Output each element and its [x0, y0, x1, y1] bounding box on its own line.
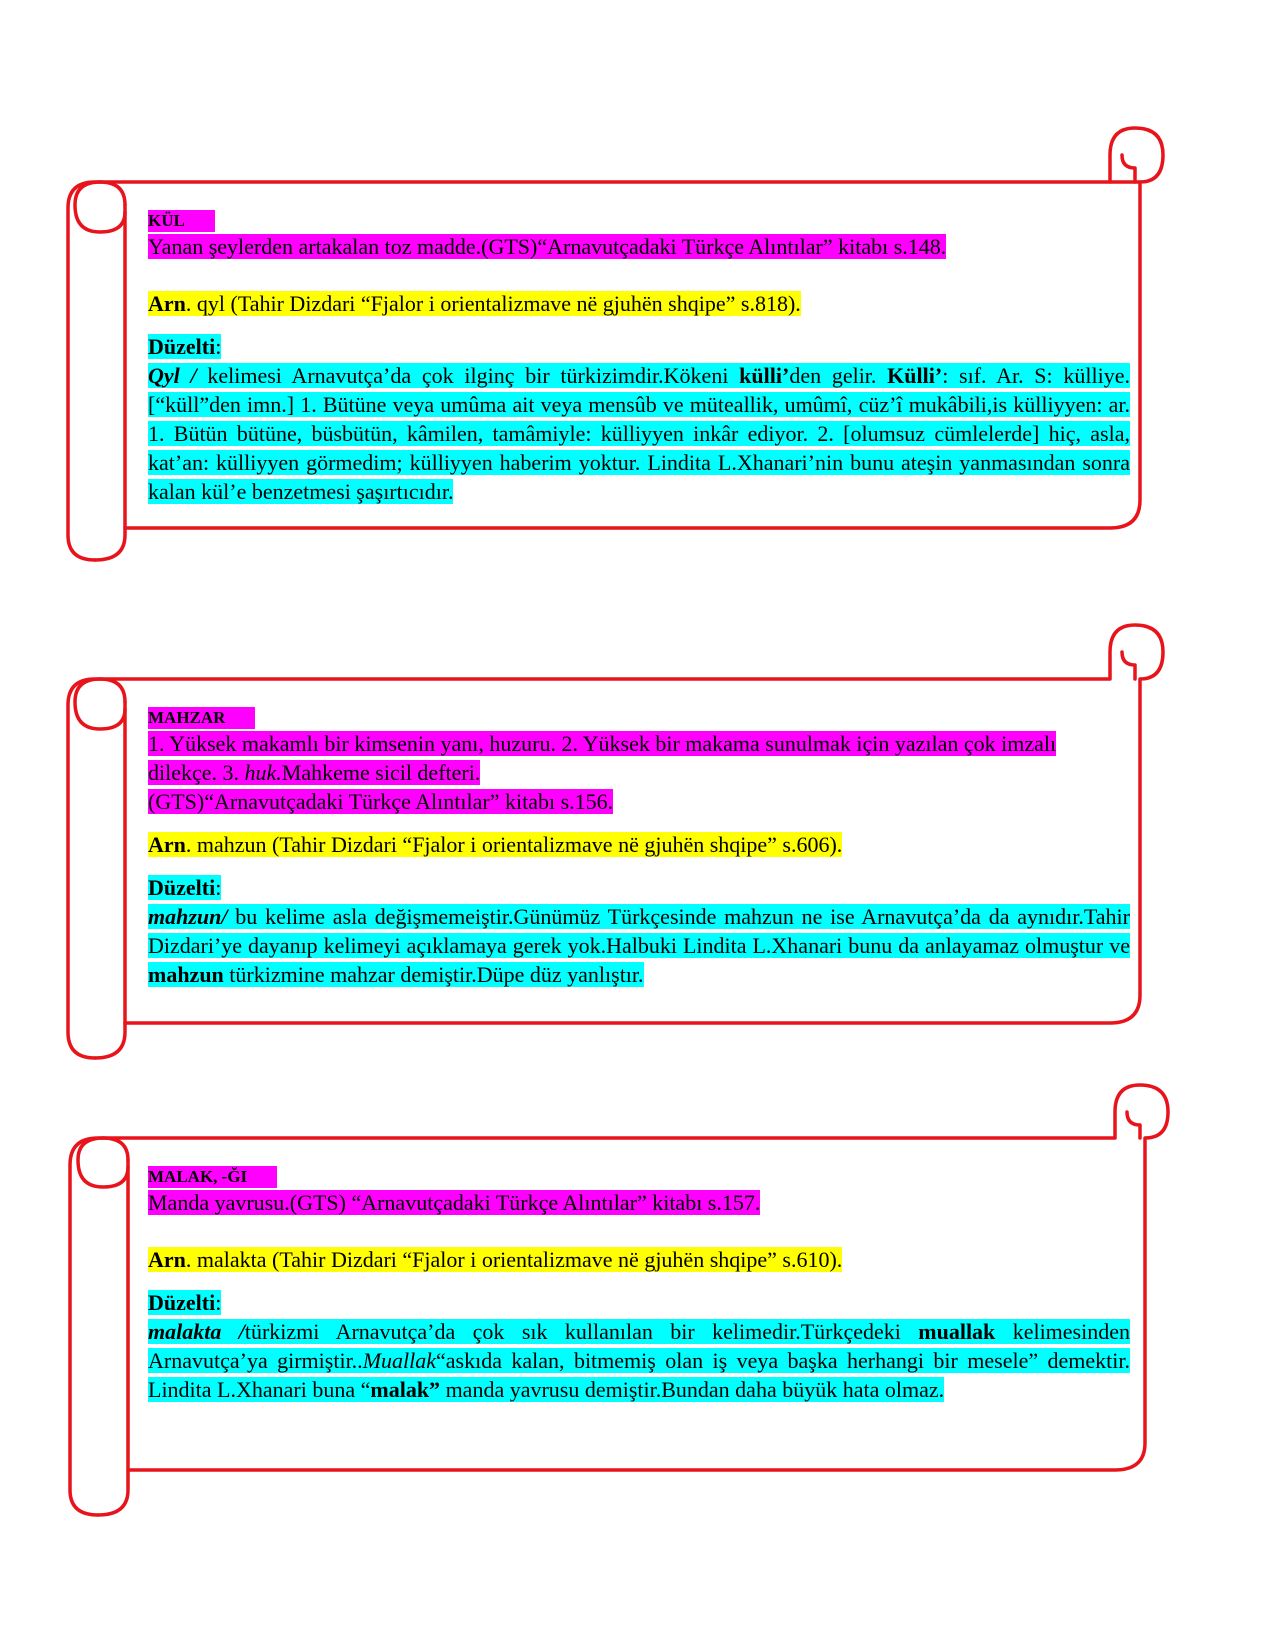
entry-mahzar: [148, 707, 1130, 989]
duzelti-italic: Muallak: [362, 1348, 437, 1373]
duzelti-part: : sıf. Ar. S: külliye. [“küll”den imn.] 1. Bütüne veya umûma ait veya mensûb ve müteallik, umûmî, cüz’î mukâbili,is külliyyen: ar. 1. Bütün bütüne, büsbütün, kâmilen, tamâmiyle: külliyyen inkâr ediyor. 2. [olumsuz cümlelerde] hiç, asla, kat’an: külliyyen görmedim; külliyyen haberim yoktur. Lindita L.Xhanari’nin bunu ateşin yanmasından sonra kalan kül’e benzetmesi şaşırtıcıdır.: [148, 363, 1130, 504]
definition-part: 1. Yüksek makamlı bir kimsenin yanı, huzuru. 2. Yüksek bir makama sunulmak için yazılan çok imzalı dilekçe. 3.: [148, 731, 1057, 785]
duzelti-colon: :: [215, 875, 222, 900]
duzelti-bold: Külli’: [887, 363, 943, 388]
duzelti-colon: :: [215, 334, 222, 359]
duzelti-part: “askıda kalan, bitmemiş olan iş veya başka herhangi bir mesele” demektir. Lindita L.Xhanari buna “: [148, 1348, 1130, 1402]
entry-definition: Manda yavrusu.(GTS) “Arnavutçadaki Türkçe Alıntılar” kitabı s.157.: [148, 1190, 761, 1215]
duzelti-part: manda yavrusu demiştir.Bundan daha büyük hata olmaz.: [440, 1377, 945, 1402]
entry-kul: [148, 210, 1130, 506]
duzelti-heading: [148, 1290, 221, 1315]
duzelti-text: [148, 1317, 1130, 1404]
duzelti-term: Qyl /: [148, 363, 197, 388]
arn-label: Arn: [148, 832, 186, 857]
arn-label: Arn: [148, 1247, 186, 1272]
entry-definition: Yanan şeylerden artakalan toz madde.(GTS)“Arnavutçadaki Türkçe Alıntılar” kitabı s.148.: [148, 234, 947, 259]
duzelti-label: Düzelti: [148, 334, 216, 359]
arn-text: . malakta (Tahir Dizdari “Fjalor i orientalizmave në gjuhën shqipe” s.610).: [185, 1247, 843, 1272]
entry-source: [148, 1247, 842, 1272]
duzelti-label: Düzelti: [148, 1290, 216, 1315]
definition-source: (GTS)“Arnavutçadaki Türkçe Alıntılar” kitabı s.156.: [148, 789, 614, 814]
arn-text: . qyl (Tahir Dizdari “Fjalor i orientalizmave në gjuhën shqipe” s.818).: [185, 291, 801, 316]
entry-source: [148, 832, 842, 857]
duzelti-text: [148, 902, 1130, 989]
duzelti-part: den gelir.: [789, 363, 888, 388]
duzelti-heading: [148, 334, 221, 359]
duzelti-part: kelimesi Arnavutça’da çok ilginç bir türkizimdir.Kökeni: [196, 363, 740, 388]
duzelti-heading: [148, 875, 221, 900]
duzelti-colon: :: [215, 1290, 222, 1315]
duzelti-bold: külli’: [739, 363, 790, 388]
duzelti-part: kelimesinden Arnavutça’ya girmiştir..: [148, 1319, 1130, 1373]
duzelti-part: bu kelime asla değişmemeiştir.Günümüz Türkçesinde mahzun ne ise Arnavutça’da da aynıdır.Tahir Dizdari’ye dayanıp kelimeyi açıklamaya gerek yok.Halbuki Lindita L.Xhanari bunu da anlayamaz olmuştur ve: [148, 904, 1130, 958]
duzelti-term: mahzun/: [148, 904, 228, 929]
arn-label: Arn: [148, 291, 186, 316]
duzelti-text: [148, 361, 1130, 506]
duzelti-part: türkizmi Arnavutça’da çok sık kullanılan bir kelimedir.Türkçedeki: [244, 1319, 919, 1344]
entry-headword: MALAK, -ĞI: [148, 1166, 277, 1188]
duzelti-bold: mahzun: [148, 962, 224, 987]
arn-text: . mahzun (Tahir Dizdari “Fjalor i orientalizmave në gjuhën shqipe” s.606).: [185, 832, 843, 857]
duzelti-label: Düzelti: [148, 875, 216, 900]
entry-malak: [148, 1166, 1130, 1404]
entry-definition: [148, 731, 1056, 785]
definition-part: Mahkeme sicil defteri.: [281, 760, 481, 785]
entry-source: [148, 291, 801, 316]
duzelti-part: türkizmine mahzar demiştir.Düpe düz yanlıştır.: [223, 962, 644, 987]
entry-headword: KÜL: [148, 210, 215, 232]
duzelti-bold: muallak: [918, 1319, 996, 1344]
definition-abbrev: huk.: [244, 760, 282, 785]
duzelti-bold: malak”: [370, 1377, 441, 1402]
entry-headword: MAHZAR: [148, 707, 255, 729]
duzelti-term: malakta /: [148, 1319, 245, 1344]
